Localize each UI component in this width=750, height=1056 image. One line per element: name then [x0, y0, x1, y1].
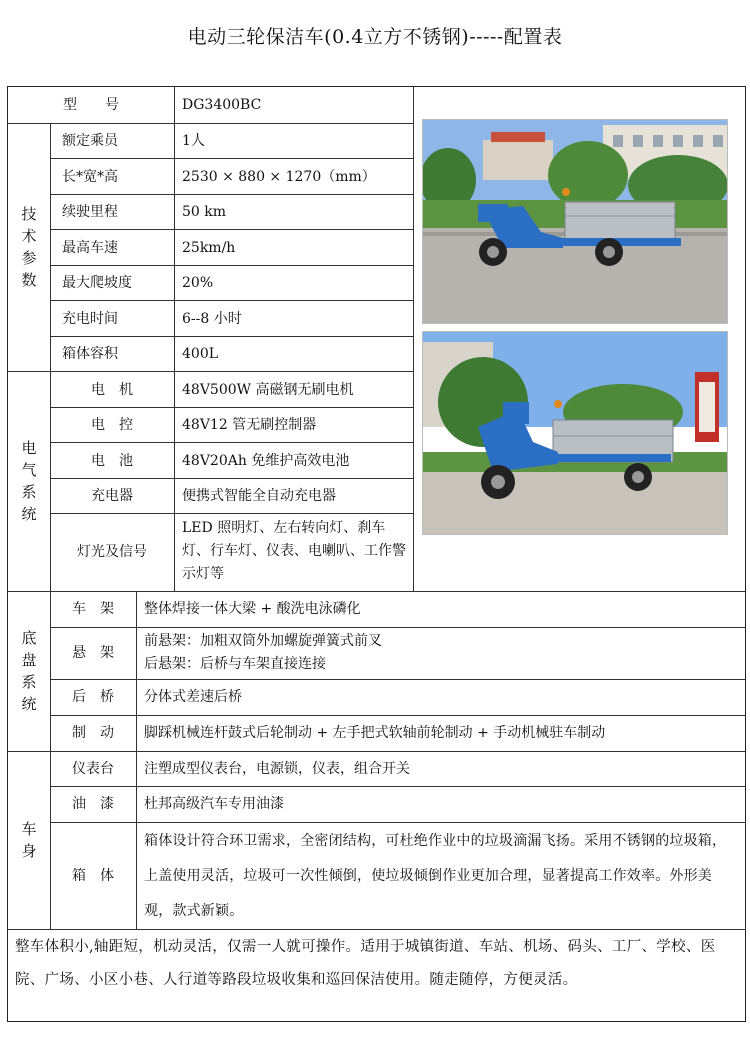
- tech-row-label: 箱体容积: [62, 346, 118, 362]
- tech-row-value: 400L: [182, 346, 219, 362]
- tech-row-label: 充电时间: [62, 311, 118, 327]
- chassis-row-value-2: 后悬架：后桥与车架直接连接: [144, 656, 326, 672]
- body-row-value: 杜邦高级汽车专用油漆: [144, 796, 284, 812]
- vehicle-photo-side: [422, 119, 728, 324]
- chassis-row-label: 制 动: [72, 725, 114, 741]
- page-title: 电动三轮保洁车(0.4立方不锈钢)-----配置表: [187, 26, 563, 48]
- electric-row-label: 电 机: [91, 382, 133, 398]
- electric-row-label: 电 池: [91, 453, 133, 469]
- chassis-row-value: 整体焊接一体大梁 + 酸洗电泳磷化: [144, 601, 361, 617]
- tech-row-label: 最大爬坡度: [62, 275, 132, 291]
- vehicle-photo-front: [422, 331, 728, 535]
- tech-row-value: 50 km: [182, 204, 227, 220]
- body-row-label: 仪表台: [72, 761, 114, 777]
- model-value: DG3400BC: [182, 97, 262, 113]
- chassis-row-label: 悬 架: [72, 645, 114, 661]
- tech-row-value: 25km/h: [182, 240, 236, 256]
- group-chassis-label: 底盘系统: [21, 629, 37, 713]
- electric-row-value: 48V12 管无刷控制器: [182, 417, 317, 433]
- group-tech-label: 技术参数: [21, 205, 37, 289]
- chassis-row-value: 分体式差速后桥: [144, 689, 242, 705]
- body-row-label: 箱 体: [72, 868, 114, 884]
- chassis-row-label: 后 桥: [72, 689, 114, 705]
- chassis-row-label: 车 架: [72, 601, 114, 617]
- tech-row-label: 续驶里程: [62, 204, 118, 220]
- chassis-row-value: 脚踩机械连杆鼓式后轮制动 + 左手把式软轴前轮制动 + 手动机械驻车制动: [144, 725, 606, 741]
- usage-note: 整车体积小,轴距短，机动灵活，仅需一人就可操作。适用于城镇街道、车站、机场、码头、工厂、学校、医院、广场、小区小巷、人行道等路段垃圾收集和巡回保洁使用。随走随停，方便灵活。: [15, 939, 716, 988]
- body-row-value: 箱体设计符合环卫需求，全密闭结构，可杜绝作业中的垃圾滴漏飞扬。采用不锈钢的垃圾箱，上盖使用灵活，垃圾可一次性倾倒，使垃圾倾倒作业更加合理，显著提高工作效率。外形美观，款式新颖。: [144, 833, 727, 919]
- chassis-row-value: 前悬架：加粗双筒外加螺旋弹簧式前叉: [144, 633, 382, 649]
- group-body-label: 车身: [21, 820, 37, 860]
- electric-row-label: 电 控: [91, 417, 133, 433]
- tech-row-label: 长*宽*高: [62, 169, 118, 185]
- electric-row-label: 充电器: [91, 488, 133, 504]
- body-row-label: 油 漆: [72, 796, 114, 812]
- electric-row-value: LED 照明灯、左右转向灯、刹车灯、行车灯、仪表、电喇叭、工作警示灯等: [182, 520, 406, 582]
- tech-row-value: 6--8 小时: [182, 311, 242, 327]
- electric-row-value: 48V500W 高磁钢无刷电机: [182, 382, 354, 398]
- tech-row-value: 1人: [182, 133, 205, 149]
- electric-row-value: 便携式智能全自动充电器: [182, 488, 336, 504]
- config-table: [7, 86, 746, 1022]
- tech-row-label: 最高车速: [62, 240, 118, 256]
- electric-row-value: 48V20Ah 免维护高效电池: [182, 453, 350, 469]
- group-electric-label: 电气系统: [21, 439, 37, 523]
- body-row-value: 注塑成型仪表台，电源锁，仪表，组合开关: [144, 761, 410, 777]
- tech-row-value: 20%: [182, 275, 214, 291]
- electric-row-label: 灯光及信号: [77, 544, 147, 560]
- tech-row-label: 额定乘员: [62, 133, 118, 149]
- model-label: 型 号: [63, 97, 119, 113]
- tech-row-value: 2530 × 880 × 1270（mm）: [182, 169, 376, 185]
